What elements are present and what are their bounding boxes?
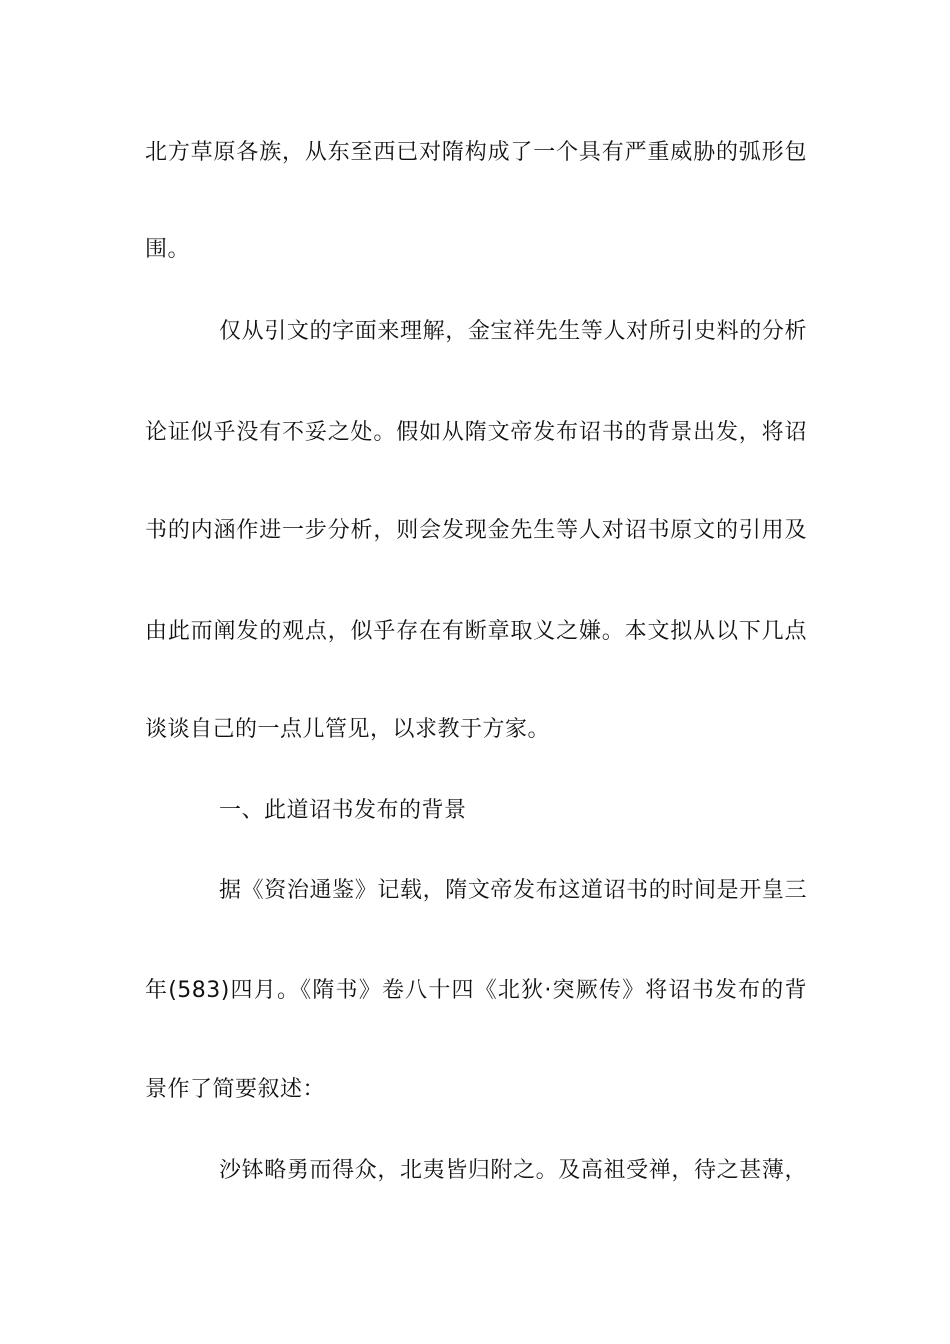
paragraph-line: 围。	[145, 237, 191, 262]
paragraph-line: 北方草原各族，从东至西已对隋构成了一个具有严重威胁的弧形包	[145, 140, 807, 165]
paragraph-line: 仅从引文的字面来理解，金宝祥先生等人对所引史料的分析	[219, 319, 807, 344]
paragraph-line: 景作了简要叙述：	[145, 1077, 326, 1102]
paragraph-line: 论证似乎没有不妥之处。假如从隋文帝发布诏书的背景出发，将诏	[145, 420, 807, 445]
paragraph-line: 年(583)四月。《隋书》卷八十四《北狄·突厥传》将诏书发布的背	[145, 978, 807, 1003]
paragraph-line: 据《资治通鉴》记载，隋文帝发布这道诏书的时间是开皇三	[219, 878, 807, 903]
paragraph-line: 谈谈自己的一点儿管见，以求教于方家。	[145, 717, 551, 742]
section-heading: 一、此道诏书发布的背景	[219, 798, 467, 823]
paragraph-line: 书的内涵作进一步分析，则会发现金先生等人对诏书原文的引用及	[145, 518, 807, 543]
paragraph-line: 由此而阐发的观点，似乎存在有断章取义之嫌。本文拟从以下几点	[145, 619, 807, 644]
quote-line: 沙钵略勇而得众，北夷皆归附之。及高祖受禅，待之甚薄，	[219, 1158, 807, 1183]
